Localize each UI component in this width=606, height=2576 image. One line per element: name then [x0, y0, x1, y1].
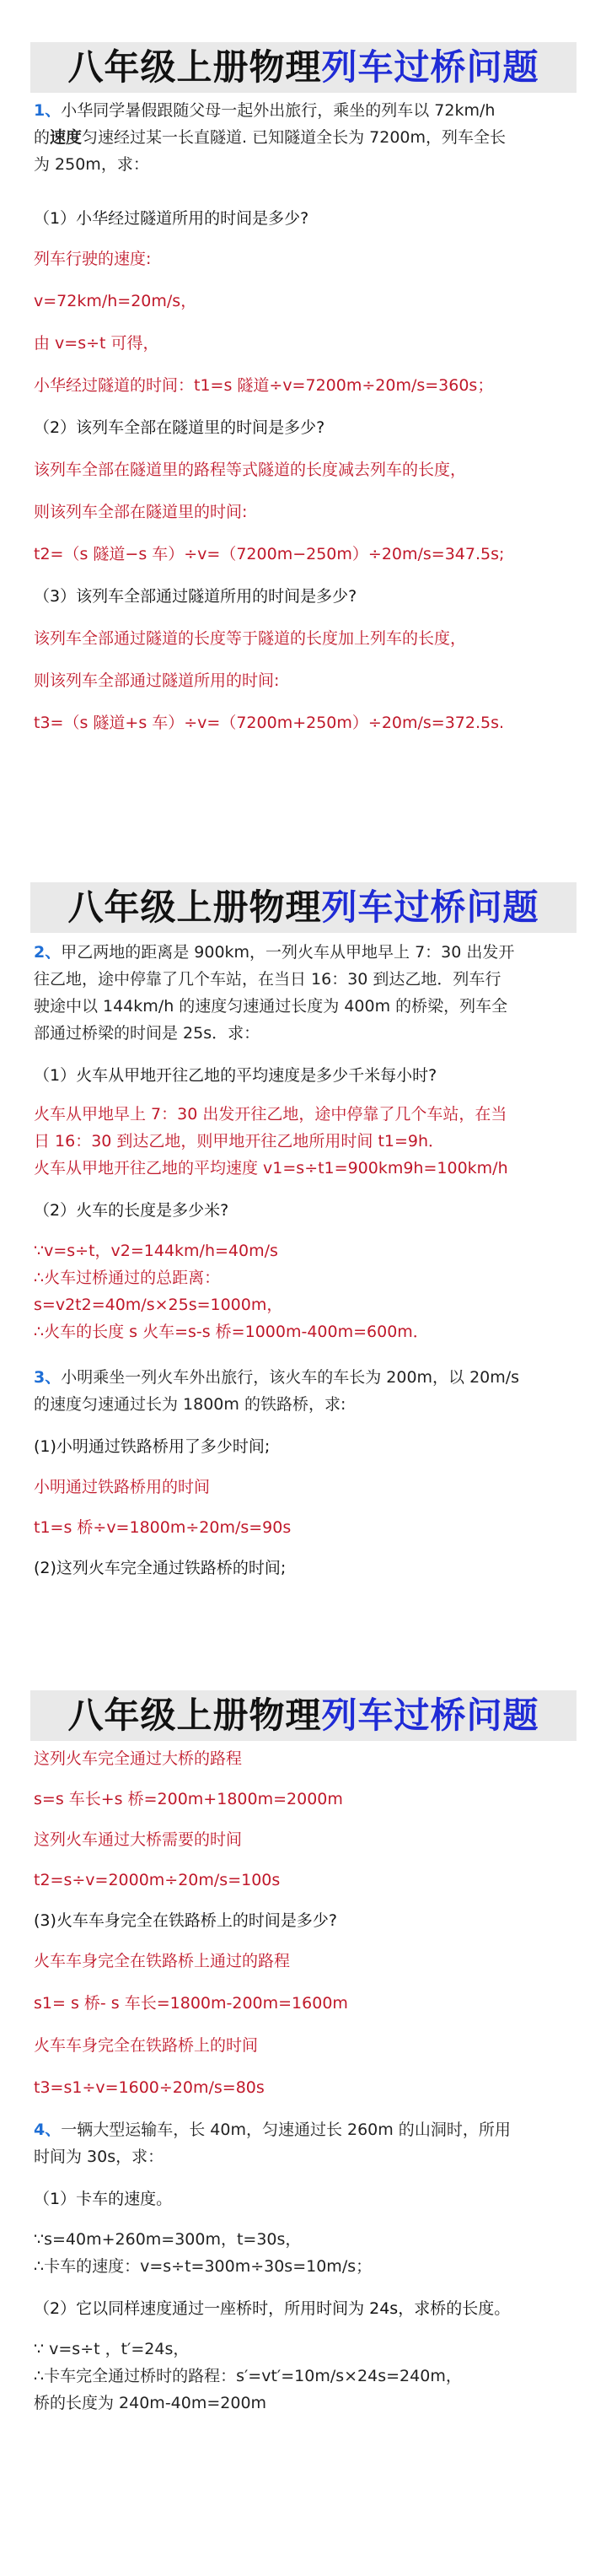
- problem-3-answer-line: t3=s1÷v=1600÷20m/s=80s: [34, 2078, 265, 2097]
- problem-2-answer-line: 日 16：30 到达乙地，则甲地开往乙地所用时间 t1=9h．: [34, 1132, 445, 1151]
- problem-3-answer-line: s=s 车长+s 桥=200m+1800m=2000m: [34, 1790, 343, 1808]
- problem-1-answer-line: 该列车全部通过隧道的长度等于隧道的长度加上列车的长度，: [34, 629, 467, 648]
- section-banner-3: [30, 1690, 577, 1741]
- problem-1-question-3: （3）该列车全部通过隧道所用的时间是多少?: [34, 587, 357, 606]
- problem-1-question-2: （2）该列车全部在隧道里的时间是多少?: [34, 418, 325, 437]
- problem-4-answer-line: ∵ v=s÷t ，t′=24s，: [34, 2340, 190, 2358]
- problem-4-answer-line: ∵s=40m+260m=300m，t=30s，: [34, 2230, 302, 2249]
- problem-3-question-3: (3)火车车身完全在铁路桥上的时间是多少?: [34, 1911, 337, 1930]
- problem-3-answer-line: 小明通过铁路桥用的时间: [34, 1478, 211, 1496]
- problem-number: 1、: [34, 101, 62, 120]
- problem-2-intro-line-2: 往乙地，途中停靠了几个车站，在当日 16：30 到达乙地．列车行: [34, 970, 501, 989]
- problem-3-answer-line: s1= s 桥- s 车长=1800m-200m=1600m: [34, 1994, 348, 2013]
- problem-2-answer-line: 火车从甲地开往乙地的平均速度 v1=s÷t1=900km9h=100km/h: [34, 1159, 508, 1178]
- problem-4-answer-line: ∴卡车完全通过桥时的路程：s′=vt′=10m/s×24s=240m，: [34, 2367, 462, 2385]
- problem-2-answer-line: 火车从甲地早上 7：30 出发开往乙地，途中停靠了几个车站，在当: [34, 1105, 507, 1124]
- problem-1-answer-line: 由 v=s÷t 可得，: [34, 334, 159, 353]
- problem-1-intro-line-1: 1、小华同学暑假跟随父母一起外出旅行，乘坐的列车以 72km/h: [34, 101, 496, 120]
- problem-1-answer-line: v=72km/h=20m/s，: [34, 292, 197, 310]
- problem-4-answer-line: ∴卡车的速度：v=s÷t=300m÷30s=10m/s；: [34, 2257, 373, 2276]
- problem-1-answer-line: 小华经过隧道的时间：t1=s 隧道÷v=7200m÷20m/s=360s；: [34, 376, 494, 395]
- banner-title-blue: 列车过桥问题: [321, 887, 539, 928]
- problem-4-question-2: （2）它以同样速度通过一座桥时，所用时间为 24s，求桥的长度。: [34, 2299, 511, 2318]
- problem-1-answer-line: t2=（s 隧道−s 车）÷v=（7200m−250m）÷20m/s=347.5s;: [34, 545, 505, 563]
- problem-1-answer-line: 则该列车全部通过隧道所用的时间:: [34, 671, 280, 690]
- section-banner-2: [30, 882, 577, 933]
- problem-3-question-2: (2)这列火车完全通过铁路桥的时间;: [34, 1559, 287, 1577]
- problem-2-intro-line-4: 部通过桥梁的时间是 25s．求：: [34, 1024, 260, 1043]
- problem-3-intro-line-2: 的速度匀速通过长为 1800m 的铁路桥，求:: [34, 1395, 346, 1414]
- problem-4-intro-line-2: 时间为 30s，求：: [34, 2148, 164, 2166]
- problem-4-question-1: （1）卡车的速度。: [34, 2190, 173, 2208]
- problem-number: 2、: [34, 943, 62, 962]
- problem-2-answer-line: ∵v=s÷t，v2=144km/h=40m/s: [34, 1242, 278, 1260]
- problem-2-intro-line-3: 驶途中以 144km/h 的速度匀速通过长度为 400m 的桥梁，列车全: [34, 997, 508, 1016]
- problem-4-intro-line-1: 4、一辆大型运输车，长 40m，匀速通过长 260m 的山洞时，所用: [34, 2121, 511, 2139]
- problem-3-intro-line-1: 3、小明乘坐一列火车外出旅行，该火车的车长为 200m，以 20m/s: [34, 1368, 520, 1387]
- section-banner-1: [30, 42, 577, 93]
- problem-3-answer-line: 火车车身完全在铁路桥上的时间: [34, 2036, 259, 2055]
- problem-number: 3、: [34, 1368, 62, 1387]
- problem-1-intro-line-3: 为 250m，求：: [34, 155, 149, 174]
- problem-1-answer-line: 该列车全部在隧道里的路程等式隧道的长度减去列车的长度，: [34, 461, 467, 479]
- problem-2-answer-line: ∴火车的长度 s 火车=s-s 桥=1000m-400m=600m．: [34, 1323, 429, 1341]
- problem-1-question-1: （1）小华经过隧道所用的时间是多少?: [34, 209, 309, 228]
- problem-2-answer-line: s=v2t2=40m/s×25s=1000m，: [34, 1296, 283, 1314]
- banner-title-blue: 列车过桥问题: [321, 1695, 539, 1736]
- problem-2-question-2: （2）火车的长度是多少米?: [34, 1201, 229, 1220]
- problem-1-answer-line: 则该列车全部在隧道里的时间:: [34, 503, 248, 521]
- problem-3-answer-line: t2=s÷v=2000m÷20m/s=100s: [34, 1871, 281, 1889]
- problem-1-intro-line-2: 的速度匀速经过某一长直隧道. 已知隧道全长为 7200m，列车全长: [34, 128, 507, 147]
- problem-4-answer-line: 桥的长度为 240m-40m=200m: [34, 2394, 267, 2412]
- problem-1-answer-line: t3=（s 隧道+s 车）÷v=（7200m+250m）÷20m/s=372.5s.: [34, 714, 505, 732]
- problem-2-answer-line: ∴火车过桥通过的总距离：: [34, 1269, 221, 1287]
- problem-3-answer-line: t1=s 桥÷v=1800m÷20m/s=90s: [34, 1518, 292, 1537]
- problem-number: 4、: [34, 2121, 62, 2139]
- problem-2-question-1: （1）火车从甲地开往乙地的平均速度是多少千米每小时?: [34, 1066, 437, 1085]
- banner-title-black: 八年级上册物理: [67, 1695, 322, 1736]
- problem-2-intro-line-1: 2、甲乙两地的距离是 900km，一列火车从甲地早上 7：30 出发开: [34, 943, 515, 962]
- problem-3-answer-line: 这列火车完全通过大桥的路程: [34, 1749, 243, 1768]
- banner-title-black: 八年级上册物理: [67, 46, 322, 88]
- problem-3-answer-line: 这列火车通过大桥需要的时间: [34, 1830, 243, 1849]
- problem-3-question-1: (1)小明通过铁路桥用了多少时间;: [34, 1437, 271, 1456]
- banner-title-black: 八年级上册物理: [67, 887, 322, 928]
- banner-title-blue: 列车过桥问题: [321, 46, 539, 88]
- problem-1-answer-line: 列车行驶的速度:: [34, 250, 152, 268]
- problem-3-answer-line: 火车车身完全在铁路桥上通过的路程: [34, 1952, 291, 1970]
